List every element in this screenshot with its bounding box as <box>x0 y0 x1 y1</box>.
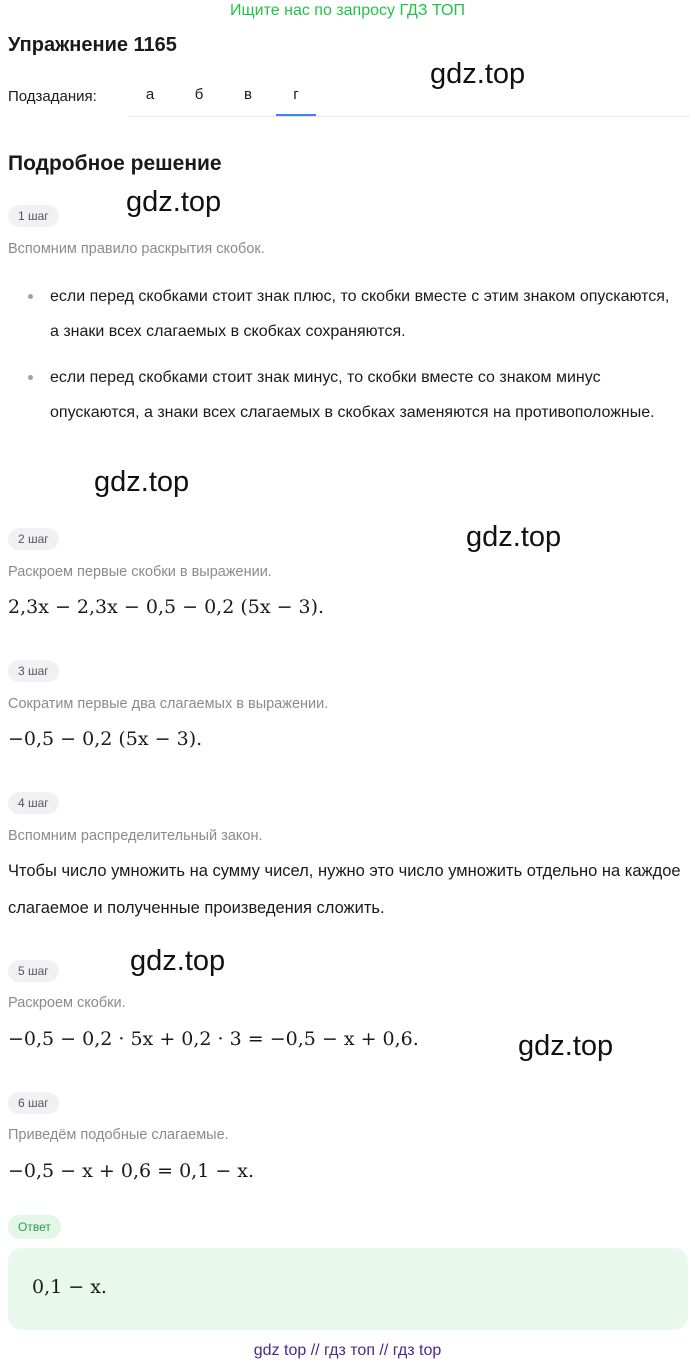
bullet-icon <box>28 294 33 299</box>
tab-g[interactable]: г <box>276 86 316 116</box>
subtasks-label: Подзадания: <box>8 88 97 105</box>
math-expression: −0,5 − 0,2 (5x − 3). <box>8 728 203 750</box>
distributive-law-text: Чтобы число умножить на сумму чисел, нужно это число умножить отдельно на каждое слагаемое и полученные произведения сложить. <box>8 862 681 917</box>
section-title: Подробное решение <box>8 152 222 175</box>
math-expression: 2,3x − 2,3x − 0,5 − 0,2 (5x − 3). <box>8 596 325 618</box>
answer-box <box>8 1248 688 1330</box>
tab-v[interactable]: в <box>244 86 252 103</box>
step-description: Раскроем скобки. <box>8 995 126 1011</box>
watermark: gdz.top <box>130 945 226 977</box>
step-badge: 3 шаг <box>8 660 59 682</box>
step-description: Вспомним правило раскрытия скобок. <box>8 241 265 257</box>
answer-badge: Ответ <box>8 1215 61 1239</box>
math-expression: −0,5 − 0,2 · 5x + 0,2 · 3 = −0,5 − x + 0,6. <box>8 1028 419 1050</box>
rule-plus: если перед скобками стоит знак плюс, то скобки вместе с этим знаком опускаются, а знаки всех слагаемых в скобках сохраняются. <box>50 288 670 340</box>
watermark: gdz.top <box>518 1030 614 1062</box>
tab-a[interactable]: а <box>145 86 155 103</box>
step-description: Сократим первые два слагаемых в выражении. <box>8 696 329 712</box>
footer-links: gdz top // гдз топ // гдз top <box>253 1342 442 1359</box>
step-badge: 2 шаг <box>8 528 59 550</box>
rule-minus: если перед скобками стоит знак минус, то скобки вместе со знаком минус опускаются, а знаки всех слагаемых в скобках заменяются на противоположные. <box>50 369 655 421</box>
step-description: Раскроем первые скобки в выражении. <box>8 564 272 580</box>
step-badge: 5 шаг <box>8 960 59 982</box>
watermark: gdz.top <box>430 58 526 90</box>
watermark: gdz.top <box>126 186 222 218</box>
subtask-tabs <box>128 80 690 117</box>
step-badge: 6 шаг <box>8 1092 59 1114</box>
page-title: Упражнение 1165 <box>8 34 177 56</box>
step-badge: 1 шаг <box>8 205 59 227</box>
step-description: Приведём подобные слагаемые. <box>8 1127 229 1143</box>
tab-b[interactable]: б <box>194 86 204 103</box>
answer-expression: 0,1 − x. <box>32 1276 107 1298</box>
step-description: Вспомним распределительный закон. <box>8 828 263 844</box>
search-banner: Ищите нас по запросу ГДЗ ТОП <box>230 2 465 19</box>
step-badge: 4 шаг <box>8 792 59 814</box>
math-expression: −0,5 − x + 0,6 = 0,1 − x. <box>8 1160 255 1182</box>
bullet-icon <box>28 375 33 380</box>
watermark: gdz.top <box>466 521 562 553</box>
watermark: gdz.top <box>94 466 190 498</box>
